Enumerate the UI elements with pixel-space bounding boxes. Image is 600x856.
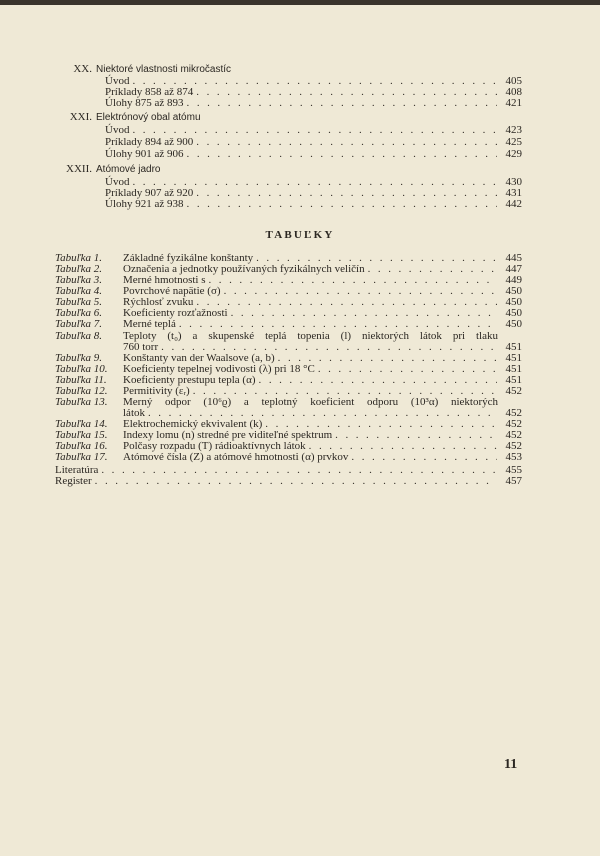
leader-dots bbox=[209, 275, 498, 286]
entry-label: Konštanty van der Waalsove (a, b) bbox=[123, 352, 275, 364]
leader-dots bbox=[95, 476, 497, 487]
leader-dots bbox=[101, 465, 497, 476]
leader-dots bbox=[196, 188, 497, 199]
entry-label: Úlohy 901 až 906 bbox=[105, 148, 184, 160]
entry-page: 451 bbox=[505, 374, 522, 386]
entry-label: Koeficienty prestupu tepla (α) bbox=[123, 374, 256, 386]
entry-page: 423 bbox=[505, 124, 522, 136]
entry-label: Permitivity (εᵣ) bbox=[123, 385, 190, 397]
entry-label: Povrchové napätie (σ) bbox=[123, 285, 221, 297]
leader-dots bbox=[132, 125, 497, 136]
leader-dots bbox=[368, 264, 497, 275]
entry-page: 447 bbox=[505, 263, 522, 275]
leader-dots bbox=[259, 375, 497, 386]
table-name: Tabuľka 9. bbox=[55, 352, 102, 364]
leader-dots bbox=[187, 149, 497, 160]
toc-entry bbox=[123, 308, 522, 319]
chapter-heading bbox=[0, 112, 600, 123]
entry-label: Rýchlosť zvuku bbox=[123, 296, 194, 308]
entry-page: 408 bbox=[505, 86, 522, 98]
table-name: Tabuľka 8. bbox=[55, 330, 102, 342]
entry-page: 442 bbox=[505, 198, 522, 210]
chapter-title: Elektrónový obal atómu bbox=[96, 112, 201, 123]
chapter-heading bbox=[0, 64, 600, 75]
tables-heading: TABUĽKY bbox=[265, 229, 335, 241]
entry-label: Koeficienty rozťažnosti bbox=[123, 307, 228, 319]
table-entry bbox=[55, 452, 522, 463]
leader-dots bbox=[187, 199, 497, 210]
entry-label: látok bbox=[123, 407, 145, 419]
table-name: Tabuľka 13. bbox=[55, 396, 108, 408]
entry-label: Atómové čísla (Z) a atómové hmotnosti (α) prvkov bbox=[123, 451, 349, 463]
entry-label-line1: Teploty (t₀) a skupenské teplá topenia (l) niektorých látok pri tlaku bbox=[123, 330, 498, 342]
leader-dots bbox=[318, 364, 497, 375]
entry-page: 452 bbox=[505, 440, 522, 452]
entry-page: 421 bbox=[505, 97, 522, 109]
entry-page: 452 bbox=[505, 385, 522, 397]
table-name: Tabuľka 3. bbox=[55, 274, 102, 286]
entry-page: 450 bbox=[505, 285, 522, 297]
chapter-title: Niektoré vlastnosti mikročastíc bbox=[96, 64, 232, 75]
entry-page: 451 bbox=[505, 352, 522, 364]
entry-page: 450 bbox=[505, 296, 522, 308]
entry-label: Merné teplá bbox=[123, 318, 176, 330]
entry-label: Indexy lomu (n) stredné pre viditeľné spektrum bbox=[123, 429, 333, 441]
table-name: Tabuľka 17. bbox=[55, 451, 108, 463]
toc-entry bbox=[123, 319, 522, 330]
entry-page: 425 bbox=[505, 136, 522, 148]
entry-page: 451 bbox=[505, 341, 522, 353]
chapter-heading bbox=[0, 164, 600, 175]
entry-label: Základné fyzikálne konštanty bbox=[123, 252, 254, 264]
toc-entry-literatura bbox=[55, 465, 522, 476]
entry-label: Merné hmotnosti s bbox=[123, 274, 206, 286]
leader-dots bbox=[351, 452, 497, 463]
entry-label: Príklady 907 až 920 bbox=[105, 187, 194, 199]
toc-entry bbox=[105, 199, 522, 210]
leader-dots bbox=[179, 319, 497, 330]
table-name: Tabuľka 14. bbox=[55, 418, 108, 430]
leader-dots bbox=[196, 87, 497, 98]
chapter-number: XXII. bbox=[66, 163, 92, 175]
page-number: 11 bbox=[504, 757, 518, 772]
entry-label: Elektrochemický ekvivalent (k) bbox=[123, 418, 263, 430]
chapter-number: XX. bbox=[73, 63, 92, 75]
entry-page: 430 bbox=[505, 176, 522, 188]
entry-label: Literatúra bbox=[55, 464, 99, 476]
entry-label: Príklady 894 až 900 bbox=[105, 136, 194, 148]
table-name: Tabuľka 15. bbox=[55, 429, 108, 441]
table-name: Tabuľka 10. bbox=[55, 363, 108, 375]
entry-page: 431 bbox=[505, 187, 522, 199]
entry-label: Úvod bbox=[105, 176, 130, 188]
table-name: Tabuľka 1. bbox=[55, 252, 102, 264]
leader-dots bbox=[224, 286, 497, 297]
table-name: Tabuľka 11. bbox=[55, 374, 107, 386]
entry-page: 451 bbox=[505, 363, 522, 375]
table-name: Tabuľka 5. bbox=[55, 296, 102, 308]
leader-dots bbox=[196, 297, 497, 308]
leader-dots bbox=[196, 137, 497, 148]
entry-label: Úlohy 921 až 938 bbox=[105, 198, 184, 210]
table-name: Tabuľka 2. bbox=[55, 263, 102, 275]
leader-dots bbox=[231, 308, 497, 319]
toc-entry-register bbox=[55, 476, 522, 487]
table-name: Tabuľka 4. bbox=[55, 285, 102, 297]
entry-label: Register bbox=[55, 475, 92, 487]
entry-label: Úvod bbox=[105, 75, 130, 87]
entry-page: 449 bbox=[505, 274, 522, 286]
table-entry bbox=[55, 319, 522, 330]
entry-page: 453 bbox=[505, 451, 522, 463]
entry-label: 760 torr bbox=[123, 341, 159, 353]
entry-label: Koeficienty tepelnej vodivosti (λ) pri 18 °C bbox=[123, 363, 315, 375]
table-name: Tabuľka 12. bbox=[55, 385, 108, 397]
toc-entry bbox=[105, 98, 522, 109]
chapter-title: Atómové jadro bbox=[96, 164, 161, 175]
entry-page: 450 bbox=[505, 318, 522, 330]
entry-label: Polčasy rozpadu (T) rádioaktívnych látok bbox=[123, 440, 306, 452]
entry-page: 452 bbox=[505, 429, 522, 441]
table-name: Tabuľka 7. bbox=[55, 318, 102, 330]
entry-label-line1: Merný odpor (10⁶ϱ) a teplotný koeficient odporu (10³α) niektorých bbox=[123, 396, 498, 408]
chapter-number: XXI. bbox=[69, 111, 92, 123]
toc-entry bbox=[105, 137, 522, 148]
entry-label: Príklady 858 až 874 bbox=[105, 86, 194, 98]
entry-label: Úvod bbox=[105, 124, 130, 136]
table-name: Tabuľka 6. bbox=[55, 307, 102, 319]
entry-label: Označenia a jednotky používaných fyzikálnych veličín bbox=[123, 263, 365, 275]
entry-page: 452 bbox=[505, 418, 522, 430]
entry-page: 405 bbox=[505, 75, 522, 87]
entry-page: 429 bbox=[505, 148, 522, 160]
entry-page: 452 bbox=[505, 407, 522, 419]
table-name: Tabuľka 16. bbox=[55, 440, 108, 452]
table-entry bbox=[55, 331, 522, 353]
entry-label: Úlohy 875 až 893 bbox=[105, 97, 184, 109]
entry-page: 455 bbox=[505, 464, 522, 476]
toc-entry bbox=[105, 149, 522, 160]
entry-page: 457 bbox=[505, 475, 522, 487]
toc-entry bbox=[105, 125, 522, 136]
entry-page: 450 bbox=[505, 307, 522, 319]
table-entry bbox=[55, 397, 522, 419]
leader-dots bbox=[335, 430, 497, 441]
leader-dots bbox=[187, 98, 497, 109]
toc-entry bbox=[123, 452, 522, 463]
entry-page: 445 bbox=[505, 252, 522, 264]
